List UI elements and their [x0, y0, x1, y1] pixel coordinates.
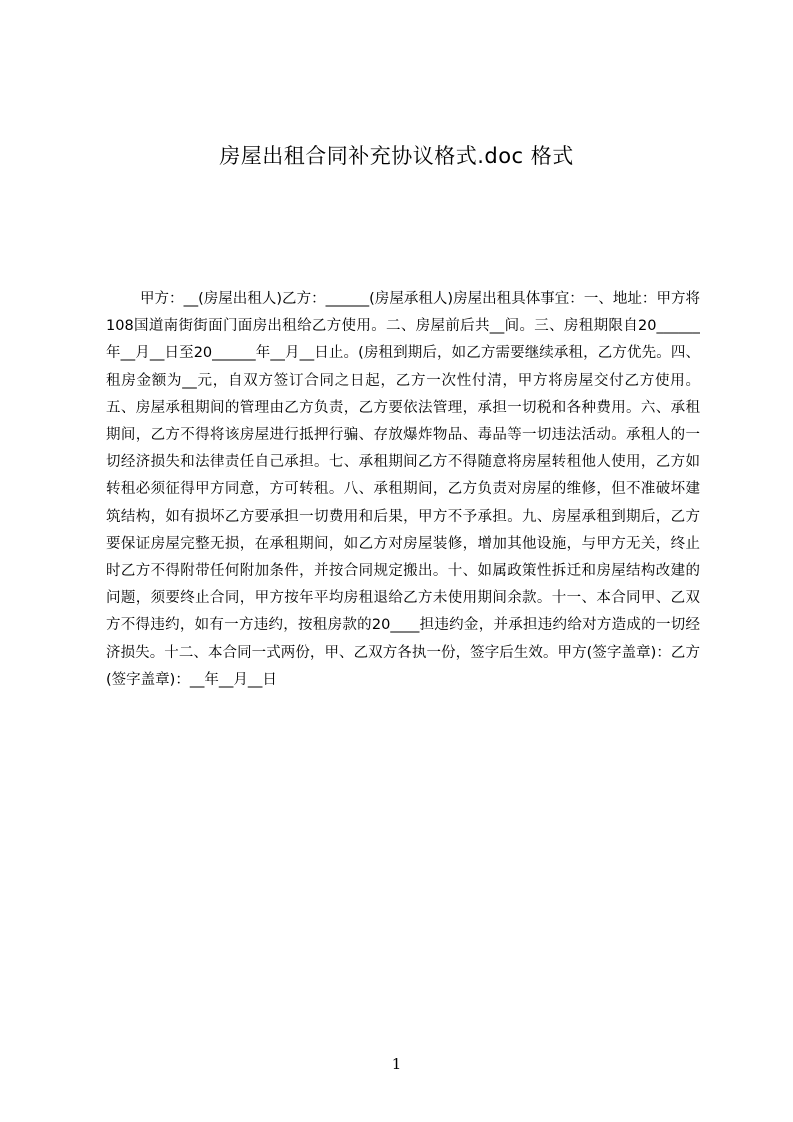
page-number: 1	[391, 1055, 402, 1073]
document-body-paragraph: 甲方：__(房屋出租人)乙方：______(房屋承租人)房屋出租具体事宜：一、地址：甲方将108国道南街街面门面房出租给乙方使用。二、房屋前后共__间。三、房租期限自20______年__月__日至20______年__月__日止。(房租到期后，如乙方需要继续承租，乙方优先。四、租房金额为__元，自双方签订合同之日起，乙方一次性付清，甲方将房屋交付乙方使用。五、房屋承租期间的管理由乙方负责，乙方要依法管理，承担一切税和各种费用。六、承租期间，乙方不得将该房屋进行抵押行骗、存放爆炸物品、毒品等一切违法活动。承租人的一切经济损失和法律责任自己承担。七、承租期间乙方不得随意将房屋转租他人使用，乙方如转租必须征得甲方同意，方可转租。八、承租期间，乙方负责对房屋的维修，但不准破坏建筑结构，如有损坏乙方要承担一切费用和后果，甲方不予承担。九、房屋承租到期后，乙方要保证房屋完整无损，在承租期间，如乙方对房屋装修，增加其他设施，与甲方无关，终止时乙方不得附带任何附加条件，并按合同规定搬出。十、如属政策性拆迁和房屋结构改建的问题，须要终止合同，甲方按年平均房租退给乙方未使用期间余款。十一、本合同甲、乙双方不得违约，如有一方违约，按租房款的20____担违约金，并承担违约给对方造成的一切经济损失。十二、本合同一式两份，甲、乙双方各执一份，签字后生效。甲方(签字盖章)：乙方(签字盖章)：__年__月__日	[106, 291, 700, 688]
document-title: 房屋出租合同补充协议格式.doc 格式	[219, 144, 574, 168]
